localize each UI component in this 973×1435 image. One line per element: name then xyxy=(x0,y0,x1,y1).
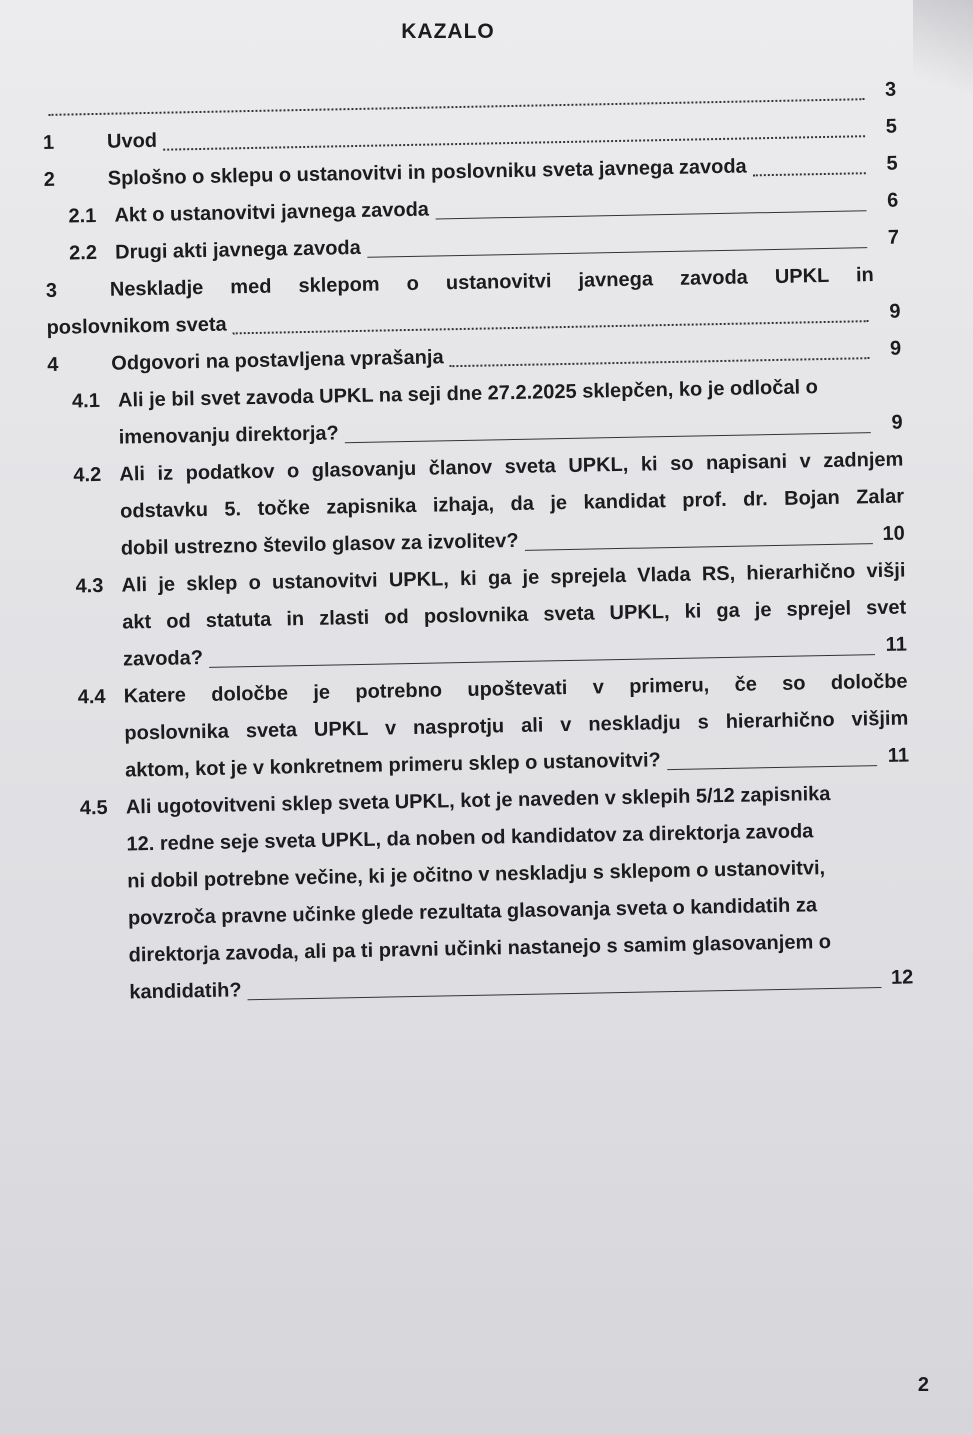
toc-text: Odgovori na postavljena vprašanja xyxy=(111,346,444,375)
toc-page-number: 7 xyxy=(887,226,900,249)
toc-entry-4-5[interactable] xyxy=(55,774,913,1012)
toc-page-number: 5 xyxy=(886,152,898,175)
toc-number: 1 xyxy=(42,131,55,154)
toc-page-number: 12 xyxy=(890,966,914,989)
toc-text-line: Ali je bil svet zavoda UPKL na seji dne 27.2.2025 sklepčen, ko je odločal o xyxy=(117,376,819,412)
toc-page-number: 9 xyxy=(889,300,901,323)
toc-text-line: poslovnika sveta UPKL v nasprotju ali v neskladju s hierarhično višjim xyxy=(124,707,909,745)
toc-text-line: Ali iz podatkov o glasovanju članov sveta UPKL, ki so napisani v zadnjem xyxy=(119,448,904,486)
toc-entry-4-3[interactable] xyxy=(51,553,907,680)
toc-text-line: akt od statuta in zlasti od poslovnika sveta UPKL, ki ga je sprejel svet xyxy=(122,596,907,634)
page-title: KAZALO xyxy=(401,20,495,43)
toc-page-number: 6 xyxy=(886,189,899,212)
toc-leader xyxy=(753,172,866,176)
toc-number: 3 xyxy=(45,279,58,302)
toc-text-line: poslovnikom sveta xyxy=(46,313,227,339)
toc-number: 4.3 xyxy=(75,574,104,598)
toc-text-line: Neskladje med sklepom o ustanovitvi javnega zavoda UPKL in xyxy=(109,264,874,301)
toc-leader xyxy=(450,357,870,367)
toc-entry-4-4[interactable] xyxy=(53,663,909,790)
toc-text: Splošno o sklepu o ustanovitvi in poslovniku sveta javnega zavoda xyxy=(107,155,747,190)
toc-number: 2.2 xyxy=(68,241,98,265)
toc-leader xyxy=(435,210,866,219)
toc-leader xyxy=(367,247,867,258)
toc-number: 4.4 xyxy=(77,685,106,709)
toc-page-number: 10 xyxy=(882,522,905,545)
toc-text-line: imenovanju direktorja? xyxy=(118,422,339,449)
toc-number: 4.5 xyxy=(79,796,108,820)
toc-page-number: 9 xyxy=(889,337,902,360)
toc-page-number: 5 xyxy=(885,115,898,138)
toc-text-line: ni dobil potrebne večine, ki je očitno v neskladju s sklepom o ustanovitvi, xyxy=(127,857,826,893)
toc-text-line: Ali je sklep o ustanovitvi UPKL, ki ga je sprejela Vlada RS, hierarhično višji xyxy=(121,559,906,597)
toc-text-line: aktom, kot je v konkretnem primeru sklep o ustanovitvi? xyxy=(124,749,661,782)
toc-number: 2.1 xyxy=(68,204,97,228)
toc-leader xyxy=(525,543,873,551)
toc-leader xyxy=(667,765,877,770)
toc-text-line: Ali ugotovitveni sklep sveta UPKL, kot je naveden v sklepih 5/12 zapisnika xyxy=(125,782,831,819)
toc-text-line: zavoda? xyxy=(122,647,204,671)
toc-number: 4 xyxy=(47,353,59,376)
table-of-contents xyxy=(42,72,914,1013)
toc-page-number: 11 xyxy=(887,744,910,767)
toc-text-line: 12. redne seje sveta UPKL, da noben od kandidatov za direktorja zavoda xyxy=(126,820,814,856)
toc-text: Uvod xyxy=(106,129,158,153)
toc-text-line: Katere določbe je potrebno upoštevati v primeru, če so določbe xyxy=(123,670,908,708)
toc-page-number: 3 xyxy=(884,78,897,101)
toc-number: 4.2 xyxy=(73,463,102,487)
toc-leader xyxy=(233,320,869,334)
toc-text-line: povzroča pravne učinke glede rezultata glasovanja sveta o kandidatih za xyxy=(127,894,818,930)
page-number: 2 xyxy=(917,1374,929,1396)
toc-number: 2 xyxy=(43,168,56,191)
toc-text-line: direktorja zavoda, ali pa ti pravni učinki nastanejo s samim glasovanjem o xyxy=(128,931,832,967)
toc-text-line: kandidatih? xyxy=(129,979,242,1004)
toc-text-line: dobil ustrezno število glasov za izvolitev? xyxy=(120,529,519,560)
toc-leader xyxy=(248,987,882,1000)
toc-leader xyxy=(345,432,871,443)
toc-text: Drugi akti javnega zavoda xyxy=(114,236,361,264)
toc-page-number: 11 xyxy=(885,633,908,656)
toc-text-line: odstavku 5. točke zapisnika izhaja, da je kandidat prof. dr. Bojan Zalar xyxy=(119,485,905,523)
toc-entry-4-2[interactable] xyxy=(49,442,905,569)
toc-number: 4.1 xyxy=(71,389,101,413)
toc-page-number: 9 xyxy=(891,411,903,434)
page-corner-shadow xyxy=(913,0,973,120)
toc-text: Akt o ustanovitvi javnega zavoda xyxy=(114,198,430,227)
